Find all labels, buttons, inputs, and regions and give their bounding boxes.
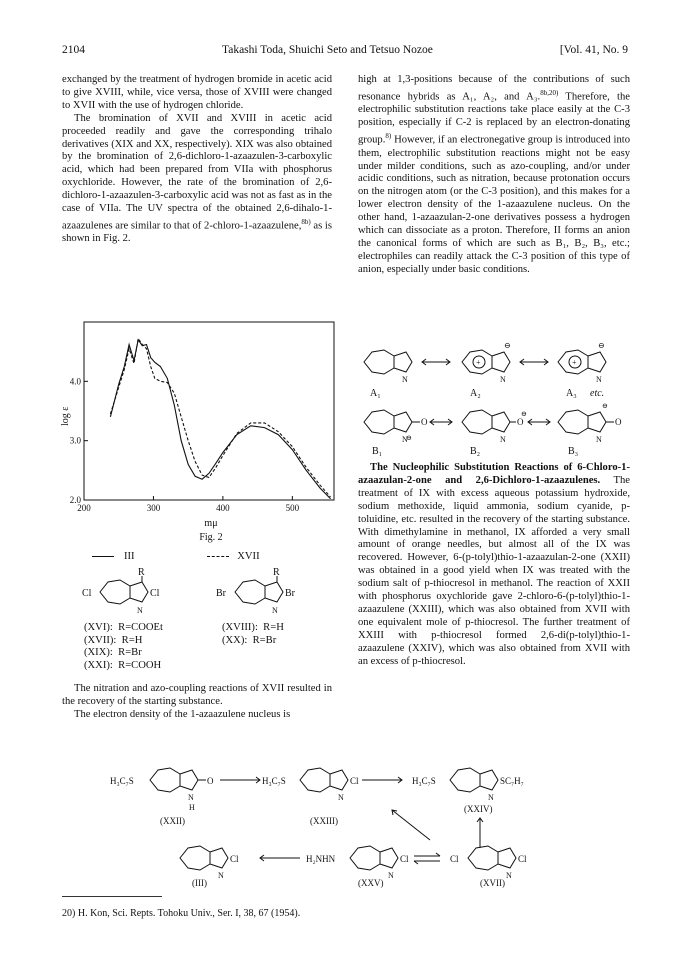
right-paragraph-2-body: The treatment of IX with excess aqueous potassium hydroxide, sodium methoxide, liquid ammonia, sodium cyanide, p-toluidine, etc. resulted in the recovery of the starting substance. With dimethylamine in methanol, IX afforded a very small amount of orange needles, but almost all of the IX was recovered. However, 6-(p-tolyl)thio-1-azaazulan-2-one (XXII) was obtained in a good yield when IX was treated with the sodium salt of p-thiocresol in methanol. The reaction of XXII with phosphorus oxychloride gave 2-chloro-6-(p-tolyl)thio-1-azaazulene (XXIII), which was also obtained from XVII with one equivalent mole of p-thiocresol. The further treatment of XXIII with p-thiocresol formed 2,6-di(p-tolyl)thio-1-azaazulene (XXIV), which was also obtained from XVII with an excess of p-thiocresol. <box>358 474 630 667</box>
formula-xxi: (XXI): R=COOH <box>84 659 162 671</box>
n-b3: N <box>596 435 602 444</box>
h3cs-xxiv: H₃C₇S <box>412 776 436 786</box>
formula-xvi: (XVI): R=COOEt <box>84 622 163 633</box>
right-column <box>358 74 630 277</box>
minus-b1: ⊖ <box>406 434 412 442</box>
cl-xvii-left: Cl <box>450 854 459 864</box>
o-xxii: O <box>207 776 214 786</box>
label-b3: B₃ <box>568 446 579 457</box>
x-tick-label-0: 200 <box>77 503 91 513</box>
x-tick-label-2: 400 <box>216 503 230 513</box>
n-xxv: N <box>388 871 394 880</box>
h-xxii: H <box>189 803 195 812</box>
footnote-text: H. Kon, Sci. Repts. Tohoku Univ., Ser. I, 38, 67 (1954). <box>77 908 301 919</box>
n-iii: N <box>218 871 224 880</box>
legend-dashed-line <box>207 556 229 557</box>
minus-b2: ⊖ <box>521 410 527 418</box>
minus-b3: ⊖ <box>602 402 608 410</box>
label-xxii: (XXII) <box>160 816 185 826</box>
cl-label-left: Cl <box>82 588 92 599</box>
right-paragraph-1-middle: Therefore, the electrophilic substitution reactions take place easily at the C-3 position, especially if C-2 is replaced by an electron-donating group. <box>358 91 631 146</box>
cl-xvii-right: Cl <box>518 854 527 864</box>
pentagon-ring-left <box>130 582 148 602</box>
right-paragraph-1-body: high at 1,3-positions because of the contributions of such resonance hybrids as A₁, A₂, and A₃. <box>358 74 630 103</box>
label-xxv: (XXV) <box>358 878 384 888</box>
plus-a3: + <box>572 358 577 367</box>
formula-list-right <box>222 622 284 647</box>
header-authors: Takashi Toda, Shuichi Seto and Tetsuo Nozoe <box>222 44 433 56</box>
reaction-scheme <box>110 758 610 888</box>
section-title: The Nucleophilic Substitution Reactions of 6-Chloro-1-azaazulan-2-one and 2,6-Dichloro-1-azaazulenes. <box>358 462 630 486</box>
right-paragraph-2 <box>358 462 630 669</box>
n-a2: N <box>500 375 506 384</box>
o-b1: O <box>421 417 428 427</box>
left-paragraph-2-tail: as is shown in Fig. 2. <box>62 220 332 245</box>
n-label-left: N <box>137 606 143 615</box>
running-header <box>62 44 628 60</box>
left-paragraph-3: The nitration and azo-coupling reactions of XVII resulted in the recovery of the starting substance. <box>62 683 332 707</box>
footnote-rule <box>62 896 162 897</box>
legend-solid-line <box>92 556 114 557</box>
cl-xxiii: Cl <box>350 776 359 786</box>
resonance-structures <box>358 338 630 458</box>
reference-8b-20: 8b,20) <box>540 88 559 97</box>
y-axis-label: log ε <box>60 406 71 426</box>
formula-xix: (XIX): R=Br <box>84 647 142 658</box>
h3cs-xxii: H₃C₇S <box>110 776 134 786</box>
formula-xvii: (XVII): R=H <box>84 634 143 646</box>
reference-8b: 8b) <box>301 217 311 226</box>
plus-a2: + <box>476 358 481 367</box>
cl-xxv: Cl <box>400 854 409 864</box>
formula-xx: (XX): R=Br <box>222 634 277 646</box>
legend-label-iii: III <box>124 551 135 562</box>
label-a2: A₂ <box>470 388 481 399</box>
x-tick-label-3: 500 <box>285 503 300 513</box>
n-xxiii: N <box>338 793 344 802</box>
label-xxiii: (XXIII) <box>310 816 338 826</box>
cl-iii: Cl <box>230 854 239 864</box>
n-b2: N <box>500 435 506 444</box>
y-tick-label-2: 4.0 <box>69 376 81 387</box>
left-paragraph-1: exchanged by the treatment of hydrogen bromide in acetic acid to give XVIII, while, vice versa, those of XVIII were changed to XVII with the use of hydrogen chloride. <box>62 74 332 111</box>
h3cs-xxiii: H₃C₇S <box>262 776 286 786</box>
page-number: 2104 <box>62 44 85 56</box>
reference-8: 8) <box>385 132 392 141</box>
formula-list-left <box>84 622 163 672</box>
r-label-left: R <box>138 567 145 578</box>
label-xvii: (XVII) <box>480 878 505 888</box>
o-b2: O <box>517 417 524 427</box>
r-label-right: R <box>273 567 280 578</box>
left-paragraph-4: The electron density of the 1-azaazulene nucleus is <box>74 708 291 720</box>
minus-a2: ⊖ <box>504 341 511 350</box>
y-tick-label-0: 2.0 <box>69 495 81 505</box>
legend-label-xvii: XVII <box>237 551 260 562</box>
right-paragraph-1 <box>358 74 630 277</box>
minus-a3: ⊖ <box>598 341 605 350</box>
x-tick-label-1: 300 <box>146 503 161 513</box>
pentagon-ring-right <box>265 582 283 602</box>
legend <box>92 551 260 562</box>
heptagon-ring-right <box>235 580 265 604</box>
label-a3: A₃ <box>566 388 577 399</box>
o-b3: O <box>615 417 622 427</box>
dihalo-azaazulene-structures <box>80 568 330 620</box>
label-iii: (III) <box>192 878 207 888</box>
uv-spectrum-chart <box>62 318 332 548</box>
formula-xviii: (XVIII): R=H <box>222 622 284 633</box>
x-axis-label: mμ <box>204 518 218 529</box>
footnote <box>62 908 300 919</box>
br-label-right-2: Br <box>285 588 295 599</box>
right-paragraph-1-tail: However, if an electronegative group is introduced into them, electrophilic substitution reactions might not be easy under milder conditions, such as azo-coupling, and/or under acidic conditions, such as nitration, because protonation occurs on the nitrogen atom (or the C-3 position), and this makes for a lower electron density of the 1-azaazulene nucleus. On the other hand, 1-azaazulan-2-one derivatives possess a hydrogen which can dissociate as a proton. Therefore, II forms an anion the canonical forms of which are such as B₁, B₂, B₃, etc.; electrophiles can readily attack the C-3 position of this type of anion, especially under basic conditions. <box>358 134 630 275</box>
header-volume: [Vol. 41, No. 9 <box>559 44 628 56</box>
n-label-right: N <box>272 606 278 615</box>
series-line-xvii <box>110 339 330 497</box>
etc-label: etc. <box>590 388 605 399</box>
figure-caption: Fig. 2 <box>199 532 223 543</box>
series-line-iii <box>110 340 330 499</box>
sc7h7-xxiv: SC₇H₇ <box>500 776 524 786</box>
n-xvii: N <box>506 871 512 880</box>
y-tick-label-1: 3.0 <box>69 435 81 446</box>
h2nhn-xxv: H₂NHN <box>306 854 336 864</box>
label-b1: B₁ <box>372 446 383 457</box>
left-paragraph-2 <box>62 113 332 247</box>
plot-area <box>70 322 334 513</box>
left-paragraph-2-body: The bromination of XVII and XVIII in acetic acid proceeded readily and gave the corresponding trihalo derivatives (XIX and XX, respectively). XIX was also obtained by the bromination of 2,6-dichloro-1-azaazulen-3-carboxylic acid, which had been prepared from VIIa with phosphorus oxychloride. However, the rate of the bromination of 2,6-dichloro-1-azaazulen-3-carboxylic acid was not as fast as in the case of VIIa. The UV spectra of the obtained 2,6-dihalo-1-azaazulenes are similar to that of 2-chloro-1-azaazulene, <box>62 112 332 232</box>
label-b2: B₂ <box>470 446 481 457</box>
n-a1: N <box>402 375 408 384</box>
label-a1: A₁ <box>370 388 381 399</box>
right-column-section <box>358 462 630 669</box>
footnote-number: 20) <box>62 908 76 919</box>
n-xxiv: N <box>488 793 494 802</box>
heptagon-ring-left <box>100 580 130 604</box>
left-column <box>62 74 332 246</box>
label-xxiv: (XXIV) <box>464 804 493 814</box>
n-a3: N <box>596 375 602 384</box>
left-column-bottom <box>62 683 332 722</box>
n-xxii: N <box>188 793 194 802</box>
n-b1: N <box>402 435 408 444</box>
br-label-right: Br <box>216 588 226 599</box>
cl-label-left-2: Cl <box>150 588 160 599</box>
